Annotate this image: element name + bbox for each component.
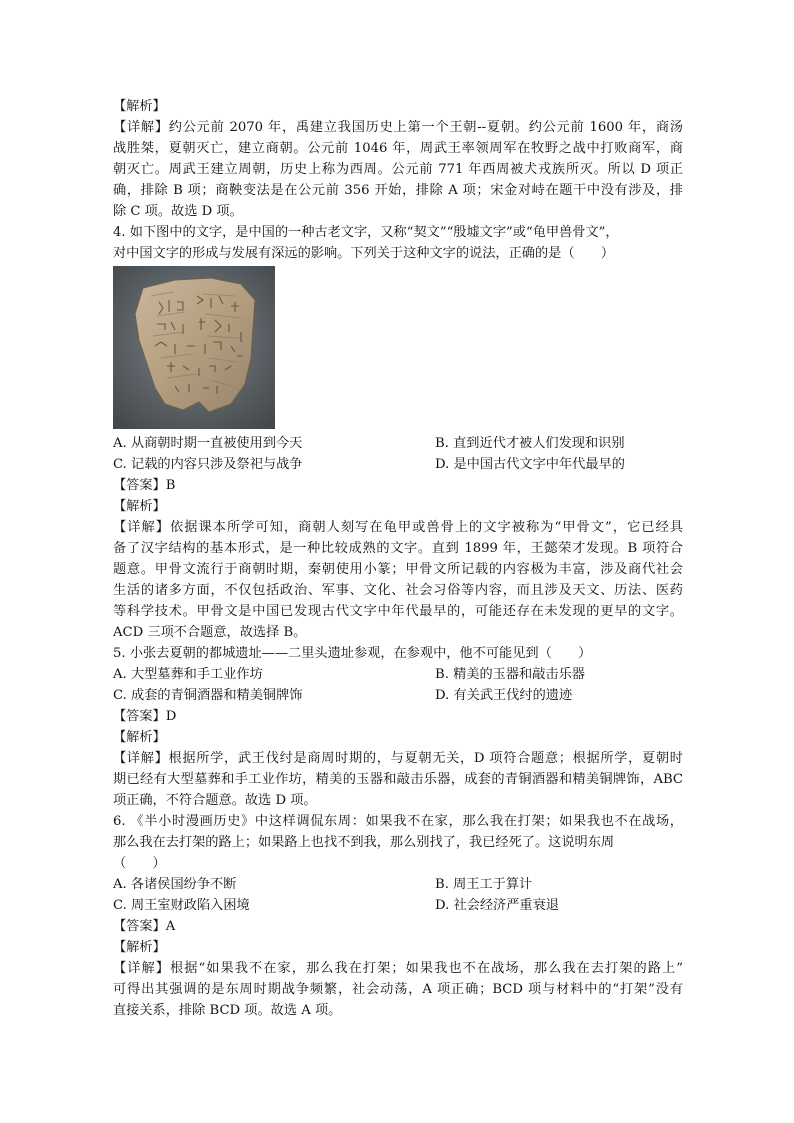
q5-jiexi-label: 【解析】	[113, 730, 166, 745]
q6-detail-line: 直接关系，排除 BCD 项。故选 A 项。	[113, 1003, 342, 1018]
q3-detail-line: 朝灭亡。周武王建立周朝，历史上称为西周。公元前 771 年西周被犬戎族所灭。所以 D 项正	[113, 162, 683, 177]
oracle-bone-image	[113, 266, 275, 429]
q4-jiexi-label: 【解析】	[113, 499, 166, 514]
q4-option-c[interactable]: C. 记载的内容只涉及祭祀与战争	[113, 457, 303, 472]
q3-detail-line: 【详解】约公元前 2070 年，禹建立我国历史上第一个王朝--夏朝。约公元前 1600 年，商汤	[113, 120, 683, 135]
q6-stem-line: （ ）	[113, 856, 166, 871]
q5-options-row-1	[113, 664, 683, 685]
q4-stem-line: 4. 如下图中的文字，是中国的一种古老文字，又称“契文”“殷墟文字”或“龟甲兽骨文”，	[113, 225, 619, 240]
q5-detail-line: 【详解】根据所学，武王伐纣是商周时期的，与夏朝无关，D 项符合题意；根据所学，夏朝时	[113, 751, 683, 766]
q6-option-a[interactable]: A. 各诸侯国纷争不断	[113, 877, 237, 892]
q4-option-d[interactable]: D. 是中国古代文字中年代最早的	[435, 457, 625, 472]
q4-options-row-1	[113, 433, 683, 454]
q6-jiexi-label: 【解析】	[113, 940, 166, 955]
q4-detail-line: 等科学技术。甲骨文是中国已发现古代文字中年代最早的，可能还存在未发现的更早的文字。	[113, 604, 683, 619]
q4-detail-line: 备了汉字结构的基本形式，是一种比较成熟的文字。直到 1899 年，王懿荣才发现。B 项符合	[113, 541, 683, 556]
q4-detail-line: ACD 三项不合题意，故选择 B。	[113, 625, 307, 640]
oracle-bone-photo	[113, 266, 275, 429]
q6-option-d[interactable]: D. 社会经济严重衰退	[435, 898, 559, 913]
q5-answer: 【答案】D	[113, 709, 177, 724]
document-content	[113, 96, 683, 1021]
q5-option-b[interactable]: B. 精美的玉器和敲击乐器	[435, 667, 585, 682]
q5-detail-line: 项正确，不符合题意。故选 D 项。	[113, 793, 317, 808]
q6-detail-line: 【详解】根据“如果我不在家，那么我在打架；如果我也不在战场，那么我在去打架的路上”	[113, 961, 683, 976]
q6-stem-line: 6. 《半小时漫画历史》中这样调侃东周：如果我不在家，那么我在打架；如果我也不在战场，	[113, 814, 683, 829]
q4-option-a[interactable]: A. 从商朝时期一直被使用到今天	[113, 436, 303, 451]
q3-jiexi-label: 【解析】	[113, 99, 166, 114]
q5-option-d[interactable]: D. 有关武王伐纣的遗迹	[435, 688, 573, 703]
q4-stem-line: 对中国文字的形成与发展有深远的影响。下列关于这种文字的说法，正确的是（ ）	[113, 246, 615, 261]
q4-detail-line: 题意。甲骨文流行于商朝时期，秦朝使用小篆；甲骨文所记载的内容极为丰富，涉及商代社会	[113, 562, 683, 577]
q4-detail-line: 生活的诸多方面，不仅包括政治、军事、文化、社会习俗等内容，而且涉及天文、历法、医药	[113, 583, 683, 598]
q5-option-c[interactable]: C. 成套的青铜酒器和精美铜牌饰	[113, 688, 303, 703]
q5-detail-line: 期已经有大型墓葬和手工业作坊，精美的玉器和敲击乐器，成套的青铜酒器和精美铜牌饰，ABC	[113, 772, 683, 787]
q5-option-a[interactable]: A. 大型墓葬和手工业作坊	[113, 667, 263, 682]
q5-stem: 5. 小张去夏朝的都城遗址——二里头遗址参观，在参观中，他不可能见到（ ）	[113, 646, 592, 661]
q6-options-row-2	[113, 895, 683, 916]
q3-detail-line: 确，排除 B 项；商鞅变法是在公元前 356 开始，排除 A 项；宋金对峙在题干中没有涉及，排	[113, 183, 683, 198]
q6-answer: 【答案】A	[113, 919, 176, 934]
q6-options-row-1	[113, 874, 683, 895]
q4-options-row-2	[113, 454, 683, 475]
q6-detail-line: 可得出其强调的是东周时期战争频繁，社会动荡，A 项正确；BCD 项与材料中的“打架”没有	[113, 982, 683, 997]
q4-detail-line: 【详解】依据课本所学可知，商朝人刻写在龟甲或兽骨上的文字被称为“甲骨文”，它已经具	[113, 520, 683, 535]
q5-options-row-2	[113, 685, 683, 706]
q6-stem-line: 那么我在去打架的路上；如果路上也找不到我，那么别找了，我已经死了。这说明东周	[113, 835, 615, 850]
q6-option-c[interactable]: C. 周王室财政陷入困境	[113, 898, 250, 913]
q4-answer: 【答案】B	[113, 478, 176, 493]
q3-detail-line: 除 C 项。故选 D 项。	[113, 204, 243, 219]
q3-detail-line: 战胜桀，夏朝灭亡，建立商朝。公元前 1046 年，周武王率领周军在牧野之战中打败商军，商	[113, 141, 683, 156]
q6-option-b[interactable]: B. 周王工于算计	[435, 877, 533, 892]
q4-option-b[interactable]: B. 直到近代才被人们发现和识别	[435, 436, 625, 451]
